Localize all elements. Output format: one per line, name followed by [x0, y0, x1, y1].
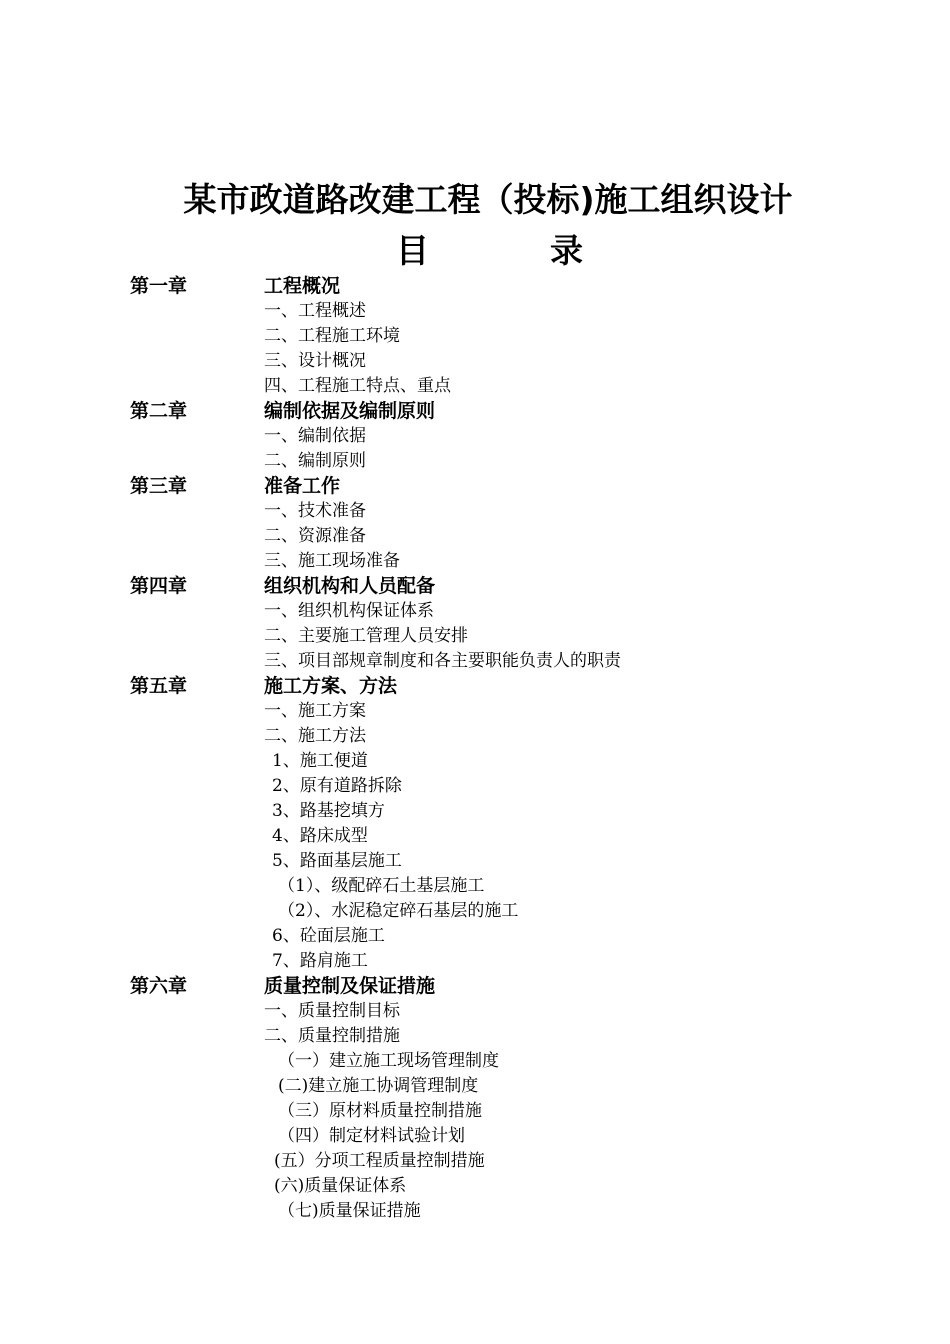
toc-item-row	[0, 1099, 950, 1124]
chapter-number: 第四章	[130, 575, 188, 597]
toc-chapter-row	[0, 974, 950, 999]
toc-item-text: (二)建立施工协调管理制度	[278, 1076, 479, 1096]
toc-item-text: 二、质量控制措施	[264, 1026, 400, 1046]
toc-item-text: 5、路面基层施工	[272, 851, 402, 871]
toc-heading-left: 目	[396, 231, 429, 270]
toc-item-text: 二、主要施工管理人员安排	[264, 626, 468, 646]
toc-item-text: 二、工程施工环境	[264, 326, 400, 346]
toc-item-row	[0, 824, 950, 849]
toc-item-text: 6、砼面层施工	[272, 926, 385, 946]
toc-item-text: 三、设计概况	[264, 351, 366, 371]
chapter-title: 施工方案、方法	[264, 675, 398, 697]
toc-item-row	[0, 1074, 950, 1099]
toc-heading	[0, 229, 950, 273]
toc-item-row	[0, 699, 950, 724]
toc-item-row	[0, 424, 950, 449]
toc-item-row	[0, 749, 950, 774]
toc-item-row	[0, 1149, 950, 1174]
toc-chapter-row	[0, 399, 950, 424]
toc-item-row	[0, 774, 950, 799]
toc-item-text: 二、编制原则	[264, 451, 366, 471]
toc-item-text: （三）原材料质量控制措施	[278, 1101, 482, 1121]
toc-item-text: 二、资源准备	[264, 526, 366, 546]
chapter-number: 第六章	[130, 975, 188, 997]
toc-item-text: 二、施工方法	[264, 726, 366, 746]
toc-item-text: 三、项目部规章制度和各主要职能负责人的职责	[264, 651, 621, 671]
toc-item-text: 4、路床成型	[272, 826, 368, 846]
toc-item-text: （七)质量保证措施	[278, 1201, 421, 1221]
toc-item-text: 一、技术准备	[264, 501, 366, 521]
toc-item-text: 一、工程概述	[264, 301, 366, 321]
toc-chapter-row	[0, 574, 950, 599]
toc-item-text: 一、编制依据	[264, 426, 366, 446]
toc-heading-right: 录	[550, 231, 583, 270]
toc-item-row	[0, 899, 950, 924]
toc-item-row	[0, 1124, 950, 1149]
toc-item-text: (五）分项工程质量控制措施	[274, 1151, 485, 1171]
toc-chapter-row	[0, 674, 950, 699]
toc-item-row	[0, 874, 950, 899]
toc-chapter-row	[0, 274, 950, 299]
toc-item-row	[0, 1049, 950, 1074]
toc-item-text: （1）、级配碎石土基层施工	[278, 876, 485, 896]
toc-item-row	[0, 799, 950, 824]
toc-item-text: （四）制定材料试验计划	[278, 1126, 465, 1146]
toc-item-text: 3、路基挖填方	[272, 801, 385, 821]
chapter-number: 第二章	[130, 400, 188, 422]
toc-chapter-row	[0, 474, 950, 499]
toc-item-text: 1、施工便道	[272, 751, 368, 771]
toc-item-row	[0, 649, 950, 674]
toc-item-row	[0, 499, 950, 524]
toc-item-row	[0, 349, 950, 374]
toc-item-row	[0, 724, 950, 749]
toc-item-row	[0, 1024, 950, 1049]
toc-item-row	[0, 374, 950, 399]
document-title: 某市政道路改建工程（投标)施工组织设计	[183, 180, 793, 219]
chapter-title: 编制依据及编制原则	[264, 400, 436, 422]
toc-item-row	[0, 299, 950, 324]
chapter-title: 质量控制及保证措施	[264, 975, 436, 997]
chapter-title: 准备工作	[264, 475, 341, 497]
toc-item-text: 四、工程施工特点、重点	[264, 376, 451, 396]
chapter-number: 第三章	[130, 475, 188, 497]
toc-item-row	[0, 449, 950, 474]
toc-item-text: 一、组织机构保证体系	[264, 601, 434, 621]
toc-item-row	[0, 524, 950, 549]
toc-item-text: (六)质量保证体系	[274, 1176, 407, 1196]
toc-item-row	[0, 549, 950, 574]
toc-item-row	[0, 849, 950, 874]
toc-item-row	[0, 324, 950, 349]
toc-item-text: （2）、水泥稳定碎石基层的施工	[278, 901, 519, 921]
toc-item-row	[0, 624, 950, 649]
table-of-contents	[0, 274, 950, 1224]
toc-item-row	[0, 999, 950, 1024]
toc-item-text: 三、施工现场准备	[264, 551, 400, 571]
toc-item-text: （一）建立施工现场管理制度	[278, 1051, 499, 1071]
toc-item-text: 7、路肩施工	[272, 951, 368, 971]
chapter-number: 第五章	[130, 675, 188, 697]
toc-item-text: 2、原有道路拆除	[272, 776, 402, 796]
toc-item-row	[0, 1174, 950, 1199]
toc-item-text: 一、质量控制目标	[264, 1001, 400, 1021]
chapter-title: 工程概况	[264, 275, 341, 297]
chapter-number: 第一章	[130, 275, 188, 297]
toc-item-row	[0, 599, 950, 624]
toc-item-text: 一、施工方案	[264, 701, 366, 721]
toc-item-row	[0, 949, 950, 974]
chapter-title: 组织机构和人员配备	[264, 575, 436, 597]
toc-item-row	[0, 924, 950, 949]
toc-item-row	[0, 1199, 950, 1224]
